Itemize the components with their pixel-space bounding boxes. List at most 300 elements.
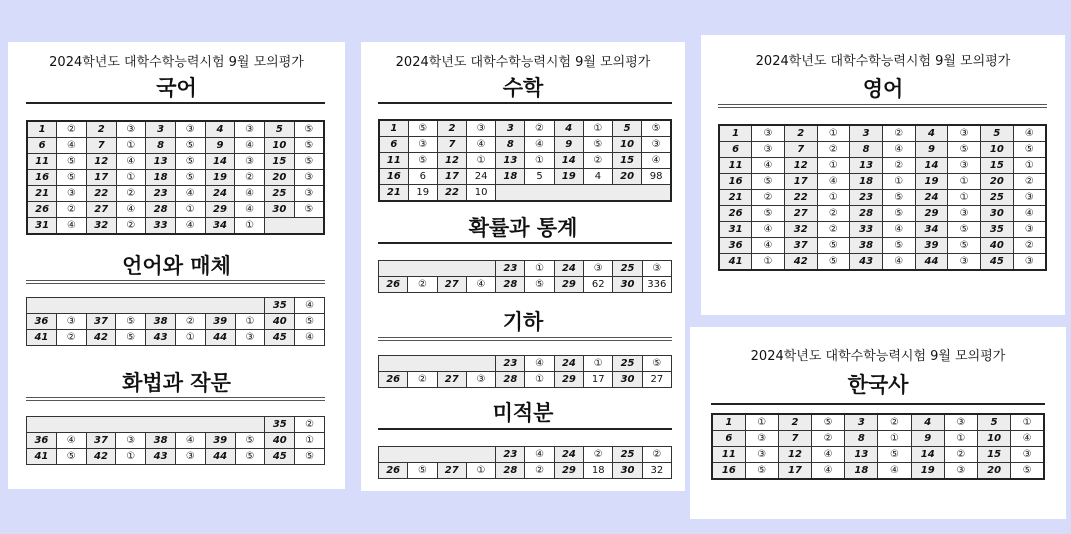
korean-card xyxy=(8,42,345,489)
question-number: 1 xyxy=(379,120,408,137)
answer-value: 336 xyxy=(642,277,671,293)
question-number: 17 xyxy=(86,170,116,186)
empty-cell xyxy=(379,447,496,463)
question-number: 22 xyxy=(86,186,116,202)
empty-cell xyxy=(265,218,325,235)
answer-row xyxy=(379,120,671,137)
geometry-subject: 기하 xyxy=(502,310,544,334)
answer-value: ⑤ xyxy=(745,463,778,480)
english-table xyxy=(718,124,1047,271)
english-rule xyxy=(718,104,1047,108)
answer-value: ③ xyxy=(948,254,981,271)
answer-value: ④ xyxy=(752,222,785,238)
speech-table xyxy=(26,416,325,465)
answer-value: ② xyxy=(175,314,205,330)
answer-value: ① xyxy=(467,153,496,169)
question-number: 8 xyxy=(845,431,878,447)
answer-value: ④ xyxy=(467,137,496,153)
answer-value: ③ xyxy=(948,206,981,222)
speech-rule xyxy=(26,397,325,401)
question-number: 27 xyxy=(437,463,466,479)
question-number: 3 xyxy=(845,414,878,431)
question-number: 34 xyxy=(915,222,948,238)
answer-row xyxy=(27,138,324,154)
answer-row xyxy=(712,463,1044,480)
answer-row xyxy=(27,433,325,449)
answer-value: ⑤ xyxy=(175,138,205,154)
answer-value: ② xyxy=(525,463,554,479)
answer-row xyxy=(712,431,1044,447)
question-number: 42 xyxy=(86,449,116,465)
korean-rule xyxy=(26,102,325,104)
question-number: 11 xyxy=(712,447,745,463)
answer-value: ③ xyxy=(467,120,496,137)
geometry-table xyxy=(378,355,672,388)
question-number: 18 xyxy=(850,174,883,190)
question-number: 10 xyxy=(265,138,295,154)
question-number: 43 xyxy=(146,449,176,465)
answer-value: ② xyxy=(525,120,554,137)
question-number: 13 xyxy=(496,153,525,169)
question-number: 17 xyxy=(784,174,817,190)
question-number: 14 xyxy=(915,158,948,174)
answer-value: ② xyxy=(882,158,915,174)
answer-value: ① xyxy=(944,431,977,447)
answer-value: ① xyxy=(466,463,495,479)
question-number: 25 xyxy=(613,356,642,372)
korean-common-table xyxy=(26,120,325,235)
question-number: 38 xyxy=(850,238,883,254)
geometry-rule xyxy=(378,337,672,341)
question-number: 28 xyxy=(496,277,525,293)
answer-value: ⑤ xyxy=(882,238,915,254)
question-number: 27 xyxy=(437,372,466,388)
question-number: 30 xyxy=(613,277,642,293)
question-number: 41 xyxy=(27,330,57,346)
answer-value: ⑤ xyxy=(235,449,265,465)
question-number: 26 xyxy=(27,202,57,218)
question-number: 1 xyxy=(712,414,745,431)
answer-value: ④ xyxy=(57,218,87,235)
answer-value: ③ xyxy=(175,449,205,465)
calculus-subject: 미적분 xyxy=(492,401,554,425)
answer-value: ⑤ xyxy=(948,222,981,238)
answer-value: ⑤ xyxy=(583,137,612,153)
answer-value: ② xyxy=(295,417,325,433)
answer-value: ③ xyxy=(408,137,437,153)
question-number: 37 xyxy=(86,314,116,330)
question-number: 2 xyxy=(437,120,466,137)
question-number: 35 xyxy=(265,298,295,314)
question-number: 13 xyxy=(146,154,176,170)
answer-value: ④ xyxy=(525,137,554,153)
answer-value: ④ xyxy=(235,186,265,202)
question-number: 31 xyxy=(27,218,57,235)
question-number: 8 xyxy=(850,142,883,158)
english-header: 2024학년도 대학수학능력시험 9월 모의평가 xyxy=(755,54,1011,69)
answer-row xyxy=(719,125,1046,142)
answer-value: ⑤ xyxy=(294,121,324,138)
answer-value: ③ xyxy=(745,447,778,463)
answer-value: ⑤ xyxy=(878,447,911,463)
answer-value: ⑤ xyxy=(408,153,437,169)
answer-value: ① xyxy=(584,356,613,372)
answer-value: ② xyxy=(752,190,785,206)
answer-value: ④ xyxy=(116,154,146,170)
answer-value: ④ xyxy=(812,447,845,463)
question-number: 7 xyxy=(778,431,811,447)
question-number: 15 xyxy=(613,153,642,169)
answer-row xyxy=(719,222,1046,238)
answer-value: ② xyxy=(408,372,437,388)
answer-value: ① xyxy=(948,190,981,206)
language-rule xyxy=(26,280,325,284)
answer-value: ⑤ xyxy=(752,206,785,222)
question-number: 26 xyxy=(719,206,752,222)
question-number: 11 xyxy=(27,154,57,170)
answer-value: ③ xyxy=(235,121,265,138)
question-number: 24 xyxy=(554,261,583,277)
history-header: 2024학년도 대학수학능력시험 9월 모의평가 xyxy=(750,349,1006,364)
question-number: 20 xyxy=(613,169,642,185)
answer-value: ③ xyxy=(56,314,86,330)
question-number: 6 xyxy=(27,138,57,154)
question-number: 25 xyxy=(265,186,295,202)
history-subject: 한국사 xyxy=(847,373,909,397)
answer-value: ⑤ xyxy=(235,433,265,449)
question-number: 16 xyxy=(719,174,752,190)
question-number: 22 xyxy=(437,185,466,202)
answer-row xyxy=(27,170,324,186)
question-number: 2 xyxy=(784,125,817,142)
question-number: 35 xyxy=(981,222,1014,238)
answer-value: ⑤ xyxy=(948,238,981,254)
question-number: 7 xyxy=(437,137,466,153)
answer-value: ② xyxy=(584,447,613,463)
question-number: 13 xyxy=(845,447,878,463)
probability-table xyxy=(378,260,672,293)
math-subject: 수학 xyxy=(502,76,544,100)
question-number: 45 xyxy=(265,330,295,346)
answer-value: ③ xyxy=(944,463,977,480)
question-number: 16 xyxy=(712,463,745,480)
answer-value: 24 xyxy=(467,169,496,185)
answer-row xyxy=(27,202,324,218)
question-number: 26 xyxy=(379,277,408,293)
answer-value: ② xyxy=(235,170,265,186)
question-number: 32 xyxy=(86,218,116,235)
question-number: 5 xyxy=(265,121,295,138)
answer-row xyxy=(27,218,324,235)
answer-row xyxy=(27,417,325,433)
korean-subject: 국어 xyxy=(156,76,197,100)
answer-value: ① xyxy=(1013,158,1046,174)
question-number: 6 xyxy=(712,431,745,447)
answer-value: ② xyxy=(57,121,87,138)
answer-value: ③ xyxy=(294,170,324,186)
answer-value: ④ xyxy=(116,202,146,218)
answer-value: ⑤ xyxy=(56,449,86,465)
question-number: 31 xyxy=(719,222,752,238)
answer-value: ① xyxy=(882,174,915,190)
answer-value: 4 xyxy=(583,169,612,185)
answer-value: ④ xyxy=(882,222,915,238)
empty-cell xyxy=(496,185,671,202)
question-number: 32 xyxy=(784,222,817,238)
answer-row xyxy=(379,185,671,202)
answer-value: ④ xyxy=(525,447,554,463)
answer-value: ④ xyxy=(175,433,205,449)
answer-value: ④ xyxy=(295,298,325,314)
question-number: 45 xyxy=(981,254,1014,271)
answer-value: ③ xyxy=(235,330,265,346)
question-number: 40 xyxy=(981,238,1014,254)
answer-row xyxy=(719,158,1046,174)
question-number: 23 xyxy=(496,356,525,372)
question-number: 4 xyxy=(915,125,948,142)
answer-row xyxy=(719,206,1046,222)
answer-value: ① xyxy=(752,254,785,271)
question-number: 12 xyxy=(437,153,466,169)
question-number: 24 xyxy=(205,186,235,202)
answer-value: ② xyxy=(116,186,146,202)
question-number: 10 xyxy=(978,431,1011,447)
answer-row xyxy=(379,356,672,372)
empty-cell xyxy=(379,356,496,372)
question-number: 16 xyxy=(27,170,57,186)
answer-value: ① xyxy=(295,433,325,449)
answer-value: ④ xyxy=(175,186,205,202)
answer-value: ④ xyxy=(1013,206,1046,222)
answer-value: ② xyxy=(642,447,671,463)
question-number: 1 xyxy=(719,125,752,142)
question-number: 15 xyxy=(981,158,1014,174)
answer-value: ② xyxy=(56,330,86,346)
answer-value: ⑤ xyxy=(294,202,324,218)
question-number: 23 xyxy=(850,190,883,206)
question-number: 23 xyxy=(146,186,176,202)
answer-value: 6 xyxy=(408,169,437,185)
answer-value: ⑤ xyxy=(116,330,146,346)
answer-value: ③ xyxy=(1011,447,1044,463)
question-number: 20 xyxy=(978,463,1011,480)
answer-value: ② xyxy=(878,414,911,431)
question-number: 13 xyxy=(850,158,883,174)
answer-value: ③ xyxy=(752,142,785,158)
question-number: 23 xyxy=(496,261,525,277)
history-card xyxy=(690,327,1066,519)
answer-value: 17 xyxy=(584,372,613,388)
answer-value: ① xyxy=(878,431,911,447)
answer-value: 62 xyxy=(584,277,613,293)
question-number: 23 xyxy=(496,447,525,463)
answer-row xyxy=(719,190,1046,206)
question-number: 8 xyxy=(496,137,525,153)
question-number: 44 xyxy=(205,449,235,465)
answer-value: 18 xyxy=(584,463,613,479)
answer-value: ③ xyxy=(752,125,785,142)
answer-value: ① xyxy=(116,138,146,154)
question-number: 42 xyxy=(784,254,817,271)
empty-cell xyxy=(27,417,265,433)
question-number: 38 xyxy=(146,314,176,330)
math-rule xyxy=(378,102,672,104)
question-number: 43 xyxy=(146,330,176,346)
answer-value: ④ xyxy=(812,463,845,480)
question-number: 12 xyxy=(778,447,811,463)
question-number: 28 xyxy=(496,463,525,479)
question-number: 25 xyxy=(613,261,642,277)
language-subject: 언어와 매체 xyxy=(122,254,231,278)
answer-row xyxy=(379,261,672,277)
question-number: 25 xyxy=(613,447,642,463)
answer-value: ① xyxy=(525,261,554,277)
answer-value: ② xyxy=(817,206,850,222)
answer-row xyxy=(712,414,1044,431)
english-subject: 영어 xyxy=(862,77,904,101)
answer-value: ② xyxy=(817,142,850,158)
question-number: 29 xyxy=(915,206,948,222)
answer-row xyxy=(379,137,671,153)
answer-value: ⑤ xyxy=(817,254,850,271)
answer-value: ④ xyxy=(1011,431,1044,447)
question-number: 5 xyxy=(613,120,642,137)
question-number: 29 xyxy=(554,277,583,293)
answer-value: ⑤ xyxy=(294,138,324,154)
question-number: 44 xyxy=(915,254,948,271)
answer-value: ④ xyxy=(235,202,265,218)
question-number: 2 xyxy=(778,414,811,431)
answer-value: ② xyxy=(408,277,437,293)
english-card xyxy=(701,35,1065,315)
answer-row xyxy=(27,449,325,465)
answer-value: ③ xyxy=(1013,254,1046,271)
answer-value: ④ xyxy=(752,158,785,174)
answer-value: ① xyxy=(175,330,205,346)
question-number: 11 xyxy=(719,158,752,174)
answer-value: 5 xyxy=(525,169,554,185)
answer-value: ④ xyxy=(57,138,87,154)
question-number: 3 xyxy=(146,121,176,138)
question-number: 7 xyxy=(86,138,116,154)
math-common-table xyxy=(378,119,672,202)
empty-cell xyxy=(379,261,496,277)
answer-value: ⑤ xyxy=(295,314,325,330)
answer-row xyxy=(379,153,671,169)
answer-value: 27 xyxy=(642,372,671,388)
answer-value: ④ xyxy=(642,153,671,169)
calculus-table xyxy=(378,446,672,479)
answer-value: ⑤ xyxy=(882,206,915,222)
question-number: 36 xyxy=(27,314,57,330)
answer-value: ② xyxy=(882,125,915,142)
answer-value: ① xyxy=(745,414,778,431)
language-table xyxy=(26,297,325,346)
answer-value: ④ xyxy=(752,238,785,254)
answer-value: ② xyxy=(812,431,845,447)
question-number: 30 xyxy=(613,463,642,479)
question-number: 12 xyxy=(784,158,817,174)
question-number: 25 xyxy=(981,190,1014,206)
answer-value: ① xyxy=(525,153,554,169)
question-number: 15 xyxy=(978,447,1011,463)
question-number: 20 xyxy=(981,174,1014,190)
question-number: 40 xyxy=(265,433,295,449)
question-number: 39 xyxy=(205,433,235,449)
answer-value: ④ xyxy=(1013,125,1046,142)
answer-value: ① xyxy=(175,202,205,218)
answer-row xyxy=(719,238,1046,254)
question-number: 14 xyxy=(554,153,583,169)
answer-value: ③ xyxy=(948,158,981,174)
answer-value: ① xyxy=(817,125,850,142)
probability-rule xyxy=(378,242,672,244)
speech-subject: 화법과 작문 xyxy=(122,371,231,395)
question-number: 19 xyxy=(915,174,948,190)
answer-value: ⑤ xyxy=(525,277,554,293)
question-number: 18 xyxy=(146,170,176,186)
question-number: 24 xyxy=(554,356,583,372)
answer-value: ① xyxy=(525,372,554,388)
answer-row xyxy=(27,314,325,330)
question-number: 6 xyxy=(719,142,752,158)
question-number: 7 xyxy=(784,142,817,158)
answer-row xyxy=(719,254,1046,271)
answer-value: ③ xyxy=(944,414,977,431)
question-number: 14 xyxy=(205,154,235,170)
answer-value: ⑤ xyxy=(882,190,915,206)
question-number: 9 xyxy=(205,138,235,154)
answer-value: ① xyxy=(817,190,850,206)
question-number: 44 xyxy=(205,330,235,346)
answer-value: ⑤ xyxy=(642,120,671,137)
answer-value: ③ xyxy=(116,121,146,138)
answer-row xyxy=(379,447,672,463)
answer-value: ② xyxy=(116,218,146,235)
question-number: 3 xyxy=(850,125,883,142)
history-rule xyxy=(711,403,1045,405)
answer-value: ③ xyxy=(642,261,671,277)
answer-value: ⑤ xyxy=(1011,463,1044,480)
answer-value: ⑤ xyxy=(57,170,87,186)
answer-value: ④ xyxy=(817,174,850,190)
question-number: 24 xyxy=(554,447,583,463)
answer-value: ④ xyxy=(295,330,325,346)
calculus-rule xyxy=(378,428,672,430)
answer-value: ⑤ xyxy=(295,449,325,465)
answer-value: ⑤ xyxy=(948,142,981,158)
answer-value: ⑤ xyxy=(817,238,850,254)
math-header: 2024학년도 대학수학능력시험 9월 모의평가 xyxy=(395,55,651,70)
answer-value: ⑤ xyxy=(175,154,205,170)
question-number: 10 xyxy=(981,142,1014,158)
question-number: 28 xyxy=(850,206,883,222)
question-number: 17 xyxy=(437,169,466,185)
question-number: 20 xyxy=(265,170,295,186)
answer-value: ① xyxy=(235,218,265,235)
answer-value: ⑤ xyxy=(642,356,671,372)
question-number: 37 xyxy=(784,238,817,254)
question-number: 18 xyxy=(845,463,878,480)
answer-value: ③ xyxy=(1013,222,1046,238)
answer-row xyxy=(379,277,672,293)
answer-value: ① xyxy=(1011,414,1044,431)
answer-row xyxy=(27,154,324,170)
question-number: 42 xyxy=(86,330,116,346)
question-number: 22 xyxy=(784,190,817,206)
answer-value: ① xyxy=(817,158,850,174)
answer-value: ④ xyxy=(56,433,86,449)
